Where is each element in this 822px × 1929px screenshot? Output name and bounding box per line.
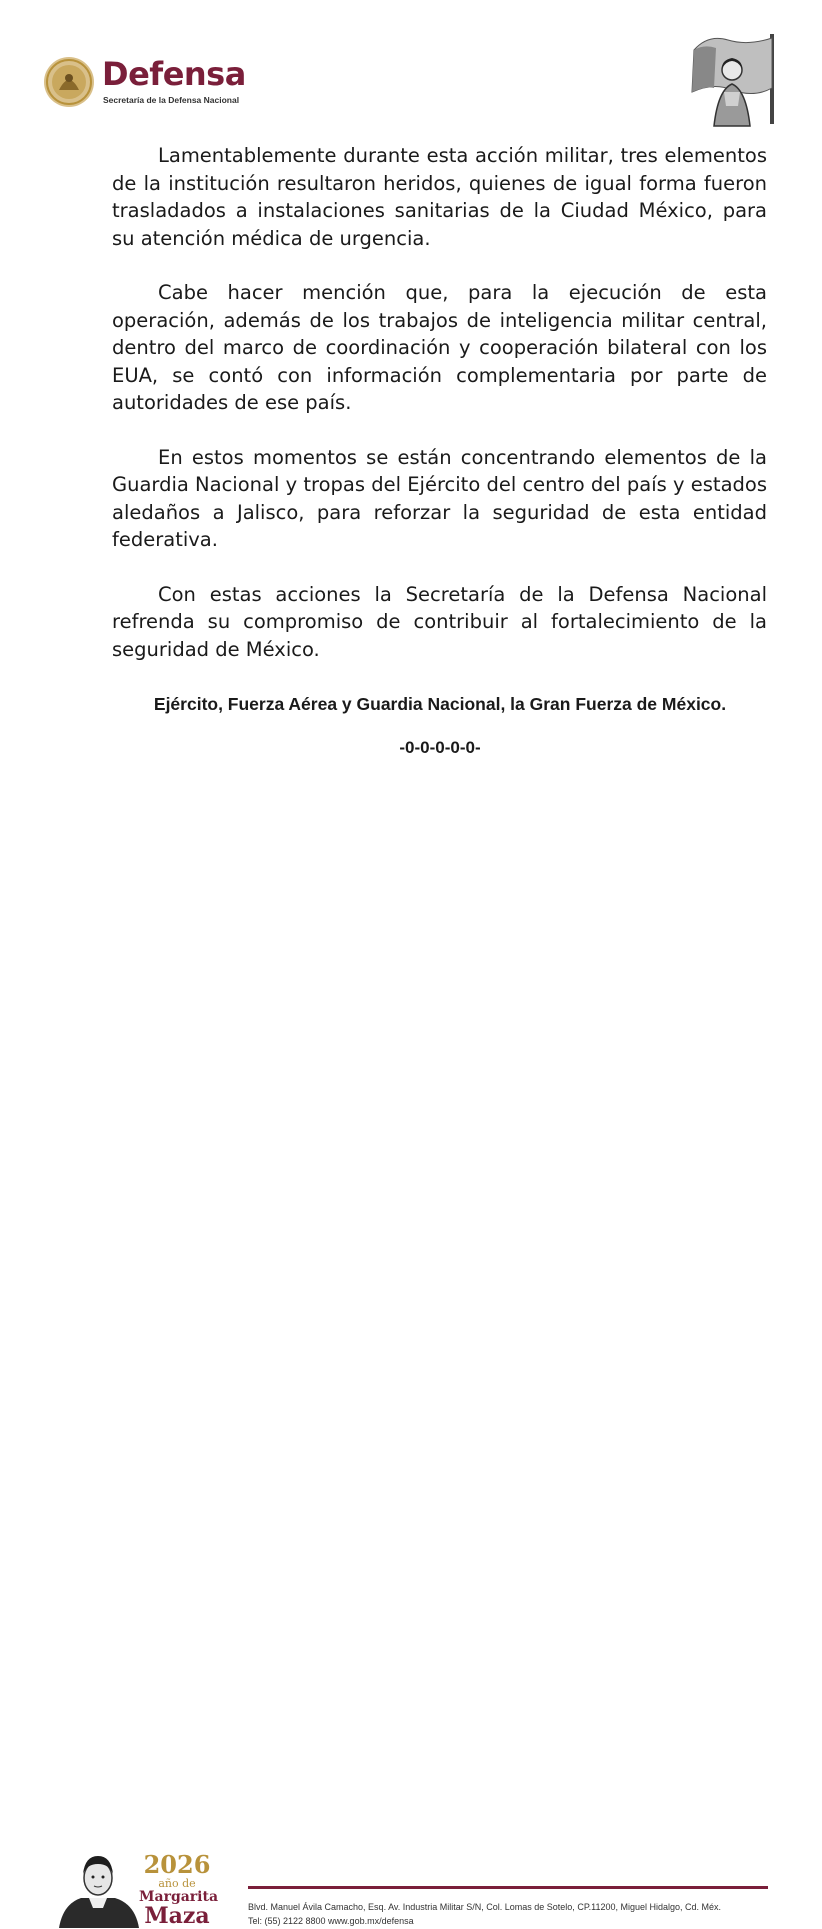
honoree-last-name: Maza [144,1903,210,1929]
footer-address [248,1900,808,1928]
national-seal-icon [43,56,95,108]
brand-subtitle: Secretaría de la Defensa Nacional [103,95,240,105]
paragraph-1: Lamentablemente durante esta acción militar, tres elementos de la institución resultaron heridos, quienes de igual forma fueron trasladados a instalaciones sanitarias de la Ciudad México, para su atención médica de urgencia. [112,144,767,250]
brand-title: Defensa [102,55,246,93]
communique-body [112,142,767,690]
year-logo [139,1850,219,1929]
year-number: 2026 [143,1850,211,1879]
paragraph-2: Cabe hacer mención que, para la ejecución de esta operación, además de los trabajos de inteligencia militar central, dentro del marco de coordinación y cooperación bilateral con los EUA, se contó con información complementaria por parte de autoridades de ese país. [112,281,767,414]
address-line: Blvd. Manuel Ávila Camacho, Esq. Av. Industria Militar S/N, Col. Lomas de Sotelo, CP.11200, Miguel Hidalgo, Cd. Méx. [248,1902,722,1912]
paragraph-3: En estos momentos se están concentrando elementos de la Guardia Nacional y tropas del Ejército del centro del país y estados aledaños a Jalisco, para reforzar la seguridad de esta entidad federativa. [112,445,767,551]
end-separator: -0-0-0-0-0- [399,738,481,757]
contact-line: Tel: (55) 2122 8800 www.gob.mx/defensa [248,1916,414,1926]
heroine-with-flag-icon [688,32,778,128]
footer [0,920,822,1929]
year-subtitle: año de [158,1877,196,1890]
margarita-maza-portrait-icon [55,1848,141,1928]
footer-divider [248,1886,768,1889]
letterhead [0,0,822,140]
honoree-first-name: Margarita [139,1889,219,1905]
closing-slogan: Ejército, Fuerza Aérea y Guardia Nacional, la Gran Fuerza de México. [153,694,727,714]
paragraph-4: Con estas acciones la Secretaría de la Defensa Nacional refrenda su compromiso de contribuir al fortalecimiento de la seguridad de México. [112,582,767,661]
